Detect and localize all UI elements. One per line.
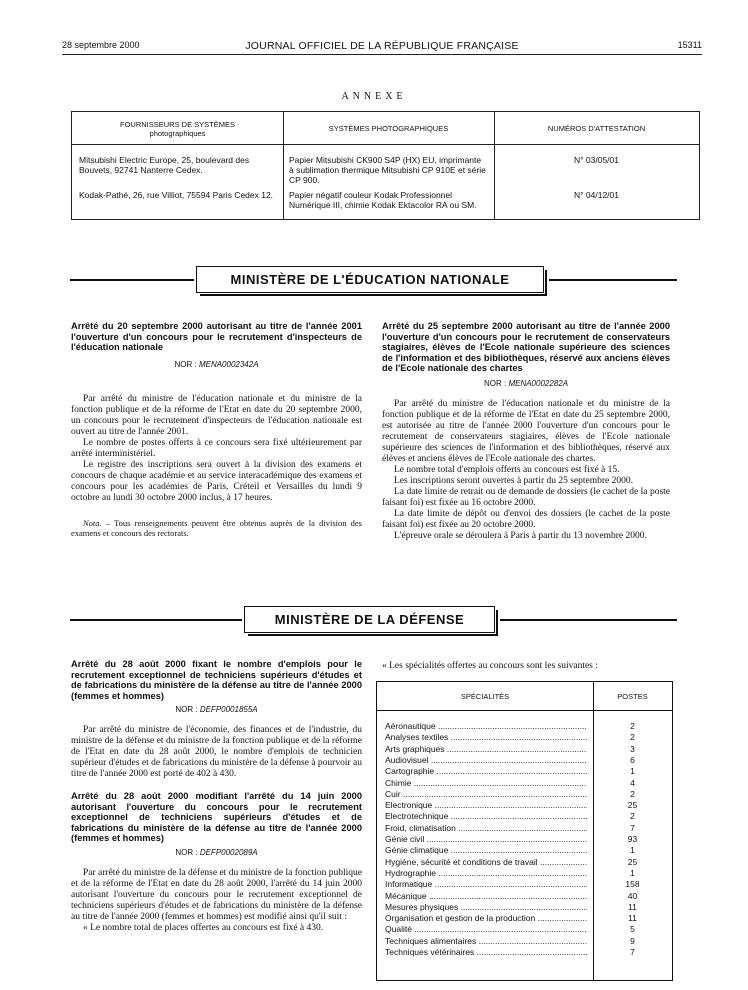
article-chartes-conservateurs	[382, 321, 670, 542]
page-header	[62, 40, 702, 55]
nor-code: MENA0002342A	[198, 359, 259, 369]
specialty-name: Analyses textiles .....	[385, 732, 587, 742]
table-row	[377, 868, 672, 879]
specialty-postes: 2	[630, 721, 635, 731]
table-row	[377, 913, 672, 924]
nor-code: DEFP0002089A	[199, 847, 258, 857]
specialty-name: Hydrographie .....	[385, 868, 587, 878]
specialty-name: Génie climatique .....	[385, 845, 587, 855]
nor-label: NOR :	[483, 378, 507, 388]
journal-title: JOURNAL OFFICIEL DE LA RÉPUBLIQUE FRANÇAISE	[245, 40, 519, 52]
article-education-inspectors	[71, 321, 362, 538]
nor-reference	[382, 378, 670, 389]
table-row	[377, 800, 672, 811]
paragraph: L'épreuve orale se déroulera à Paris à partir du 13 novembre 2000.	[394, 530, 647, 541]
paragraph: Le nombre de postes offerts à ce concours sera fixé ultérieurement par arrêté interministériel.	[71, 437, 362, 459]
table-row	[377, 947, 672, 958]
annexe-col-systems	[283, 112, 495, 219]
specialty-name: Qualité .....	[385, 924, 587, 934]
specialty-postes: 2	[630, 788, 635, 799]
paragraph: « Le nombre total de places offertes au concours est fixé à 430.	[83, 922, 324, 933]
table-row	[377, 845, 672, 856]
specialties-table	[376, 681, 673, 981]
table-row	[377, 744, 672, 755]
annexe-number-2: N° 04/12/01	[574, 190, 619, 200]
nor-label: NOR :	[174, 359, 197, 369]
annexe-header-systems: SYSTÈMES PHOTOGRAPHIQUES	[328, 124, 449, 133]
specialty-postes: 93	[627, 834, 638, 844]
annexe-header-suppliers: FOURNISSEURS DE SYSTÈMES photographiques	[119, 119, 236, 138]
specialty-name: Froid, climatisation .....	[385, 823, 587, 833]
table-row	[377, 834, 672, 845]
article-defense-emplois	[71, 659, 362, 934]
paragraph: Par arrêté du ministre de l'éducation nationale et du ministre de la fonction publique et de la réforme de l'Etat en date du 20 septembre 2000, un concours pour le recrutement d'inspecteurs de l'éducation nationale est ouvert au titre de l'année 2001.	[71, 393, 362, 437]
table-row	[377, 902, 672, 913]
specialty-postes: 25	[627, 800, 638, 811]
page-number: 15311	[677, 40, 702, 50]
table-row	[377, 811, 672, 822]
table-row	[377, 755, 672, 766]
nota-paragraph	[71, 518, 362, 538]
specialty-postes: 7	[630, 947, 635, 957]
paragraph: La date limite de retrait ou de demande de dossiers (le cachet de la poste faisant foi) est fixée au 16 octobre 2000.	[382, 486, 670, 508]
table-row	[377, 778, 672, 789]
specialty-name: Electronique .....	[385, 800, 587, 810]
specialty-name: Chimie .....	[385, 778, 587, 788]
paragraph: Par arrêté du ministre de l'éducation nationale et du ministre de la fonction publique et de la réforme de l'Etat en date du 25 septembre 2000, est autorisée au titre de l'année 2000 l'ouverture d'un concours pour le recrutement de conservateurs stagiaires, élèves de l'Ecole nationale supérieure des sciences de l'information et des bibliothèques, réservé aux élèves et anciens élèves de l'Ecole nationale des chartes.	[382, 398, 670, 464]
specialty-postes: 40	[627, 890, 638, 901]
annexe-supplier-1: Mitsubishi Electric Europe, 25, boulevard des Bouvets, 92741 Nanterre Cedex.	[79, 155, 250, 175]
nota-label: Nota.	[83, 517, 102, 528]
specialty-postes: 11	[628, 913, 637, 924]
specialty-name: Mécanique .....	[385, 891, 587, 901]
specialty-postes: 1	[630, 867, 635, 878]
specialty-name: Organisation et gestion de la production .....	[385, 913, 587, 923]
annexe-title: ANNEXE	[341, 91, 407, 102]
specialty-postes: 1	[630, 766, 635, 777]
table-row	[377, 891, 672, 902]
specialty-postes: 11	[628, 901, 637, 912]
section-rule-right	[500, 619, 677, 621]
specialties-header: SPÉCIALITÉS	[460, 691, 510, 701]
specialty-postes: 1	[630, 845, 635, 856]
specialty-name: Informatique .....	[385, 879, 587, 889]
specialty-postes: 2	[630, 732, 635, 743]
paragraph: Les inscriptions seront ouvertes à partir du 25 septembre 2000.	[394, 475, 634, 486]
annexe-table	[71, 111, 700, 220]
specialty-postes: 158	[625, 879, 640, 890]
specialty-name: Arts graphiques .....	[385, 744, 587, 754]
ministry-education-heading: MINISTÈRE DE L'ÉDUCATION NATIONALE	[196, 266, 544, 293]
table-row	[377, 879, 672, 890]
specialty-postes: 5	[630, 924, 635, 935]
nor-reference	[71, 847, 362, 858]
specialties-intro: « Les spécialités offertes au concours sont les suivantes :	[382, 661, 598, 671]
annexe-col-suppliers	[72, 112, 284, 219]
specialty-postes: 4	[630, 777, 635, 788]
paragraph: La date limite de dépôt ou d'envoi des dossiers (le cachet de la poste faisant foi) est fixée au 20 octobre 2000.	[382, 508, 670, 530]
annexe-col-numbers	[494, 112, 699, 219]
specialty-postes: 3	[630, 743, 635, 754]
table-row	[377, 721, 672, 732]
annexe-number-1: N° 03/05/01	[574, 155, 619, 165]
specialty-name: Génie civil .....	[385, 834, 587, 844]
specialty-name: Aéronautique .....	[385, 721, 587, 731]
table-row	[377, 924, 672, 935]
header-divider	[377, 710, 672, 711]
table-row	[377, 789, 672, 800]
specialty-name: Techniques alimentaires .....	[385, 936, 587, 946]
annexe-system-1: Papier Mitsubishi CK900 S4P (HX) EU, imprimante à sublimation thermique Mitsubishi CP 910E et série CP 900.	[289, 155, 486, 185]
specialty-name: Cartographie .....	[385, 766, 587, 776]
article-title: Arrêté du 25 septembre 2000 autorisant au titre de l'année 2000 l'ouverture d'un concours pour le recrutement de conservateurs stagiaires, élèves de l'Ecole nationale supérieure des sciences de l'information et des bibliothèques, réservé aux anciens élèves de l'Ecole nationale des chartes	[382, 321, 670, 373]
paragraph: Par arrêté du ministre de l'économie, des finances et de l'industrie, du ministre de la défense et du ministre de la fonction publique et de la réforme de l'Etat en date du 28 août 2000, le nombre d'emplois de technicien supérieur d'études et de fabrications du ministère de la défense à pourvoir au titre de l'année 2000 est porté de 402 à 430.	[71, 725, 362, 779]
specialty-postes: 25	[627, 856, 638, 867]
specialty-name: Audiovisuel .....	[385, 755, 587, 765]
postes-header: POSTES	[617, 691, 648, 701]
section-rule-right	[549, 279, 677, 281]
nor-code: MENA0002282A	[508, 378, 569, 388]
paragraph: Par arrêté du ministre de la défense et du ministre de la fonction publique et de la réforme de l'Etat en date du 28 août 2000, l'arrêté du 14 juin 2000 autorisant l'ouverture du concours pour le recrutement exceptionnel de techniciens supérieurs d'études et de fabrications du ministère de la défense au titre de l'année 2000 (femmes et hommes) est modifié ainsi qu'il suit :	[71, 867, 362, 922]
specialty-name: Mesures physiques .....	[385, 902, 587, 912]
specialty-name: Cuir .....	[385, 789, 587, 799]
annexe-system-2: Papier négatif couleur Kodak Professionnel Numérique III, chimie Kodak Ektacolor RA ou SM.	[289, 190, 477, 210]
article-title: Arrêté du 28 août 2000 fixant le nombre d'emplois pour le recrutement exceptionnel de techniciens supérieurs d'études et de fabrications du ministère de la défense au titre de l'année 2000 (femmes et hommes)	[71, 659, 362, 701]
specialty-name: Hygiène, sécurité et conditions de travail .....	[385, 857, 587, 867]
specialty-postes: 2	[630, 811, 635, 822]
nota-text: – Tous renseignements peuvent être obtenus auprès de la division des examens et concours des rectorats.	[71, 517, 362, 538]
nor-label: NOR :	[175, 847, 198, 857]
table-row	[377, 823, 672, 834]
nor-reference	[71, 704, 362, 715]
annexe-header-numbers: NUMÉROS D'ATTESTATION	[547, 124, 646, 133]
section-rule-left	[70, 619, 242, 621]
specialty-name: Electrotechnique .....	[385, 811, 587, 821]
table-row	[377, 936, 672, 947]
specialty-name: Techniques vétérinaires .....	[385, 947, 587, 957]
article-title: Arrêté du 20 septembre 2000 autorisant au titre de l'année 2001 l'ouverture d'un concours pour le recrutement d'inspecteurs de l'éducation nationale	[71, 321, 362, 352]
annexe-supplier-2: Kodak-Pathé, 26, rue Villiot, 75594 Paris Cedex 12.	[79, 190, 274, 200]
specialty-postes: 6	[630, 754, 635, 765]
table-row	[377, 857, 672, 868]
ministry-defense-heading: MINISTÈRE DE LA DÉFENSE	[244, 606, 495, 633]
table-row	[377, 766, 672, 777]
specialty-postes: 7	[630, 822, 635, 833]
nor-code: DEFP0001855A	[199, 705, 258, 714]
header-date: 28 septembre 2000	[62, 40, 140, 50]
paragraph: Le nombre total d'emplois offerts au concours est fixé à 15.	[394, 464, 620, 475]
paragraph: Le registre des inscriptions sera ouvert à la division des examens et concours de chaque académie et au service interacadémique des examens et concours pour les académies de Paris, Créteil et Versailles du lundi 9 octobre au lundi 30 octobre 2000 inclus, à 17 heures.	[71, 459, 362, 503]
article-title: Arrêté du 28 août 2000 modifiant l'arrêté du 14 juin 2000 autorisant l'ouverture du concours pour le recrutement exceptionnel de techniciens supérieurs d'études et de fabrications du ministère de la défense au titre de l'année 2000 (femmes et hommes)	[71, 791, 362, 843]
nor-label: NOR :	[175, 705, 198, 714]
section-rule-left	[70, 279, 194, 281]
specialty-postes: 9	[630, 935, 635, 946]
nor-reference	[71, 359, 362, 370]
table-row	[377, 732, 672, 743]
